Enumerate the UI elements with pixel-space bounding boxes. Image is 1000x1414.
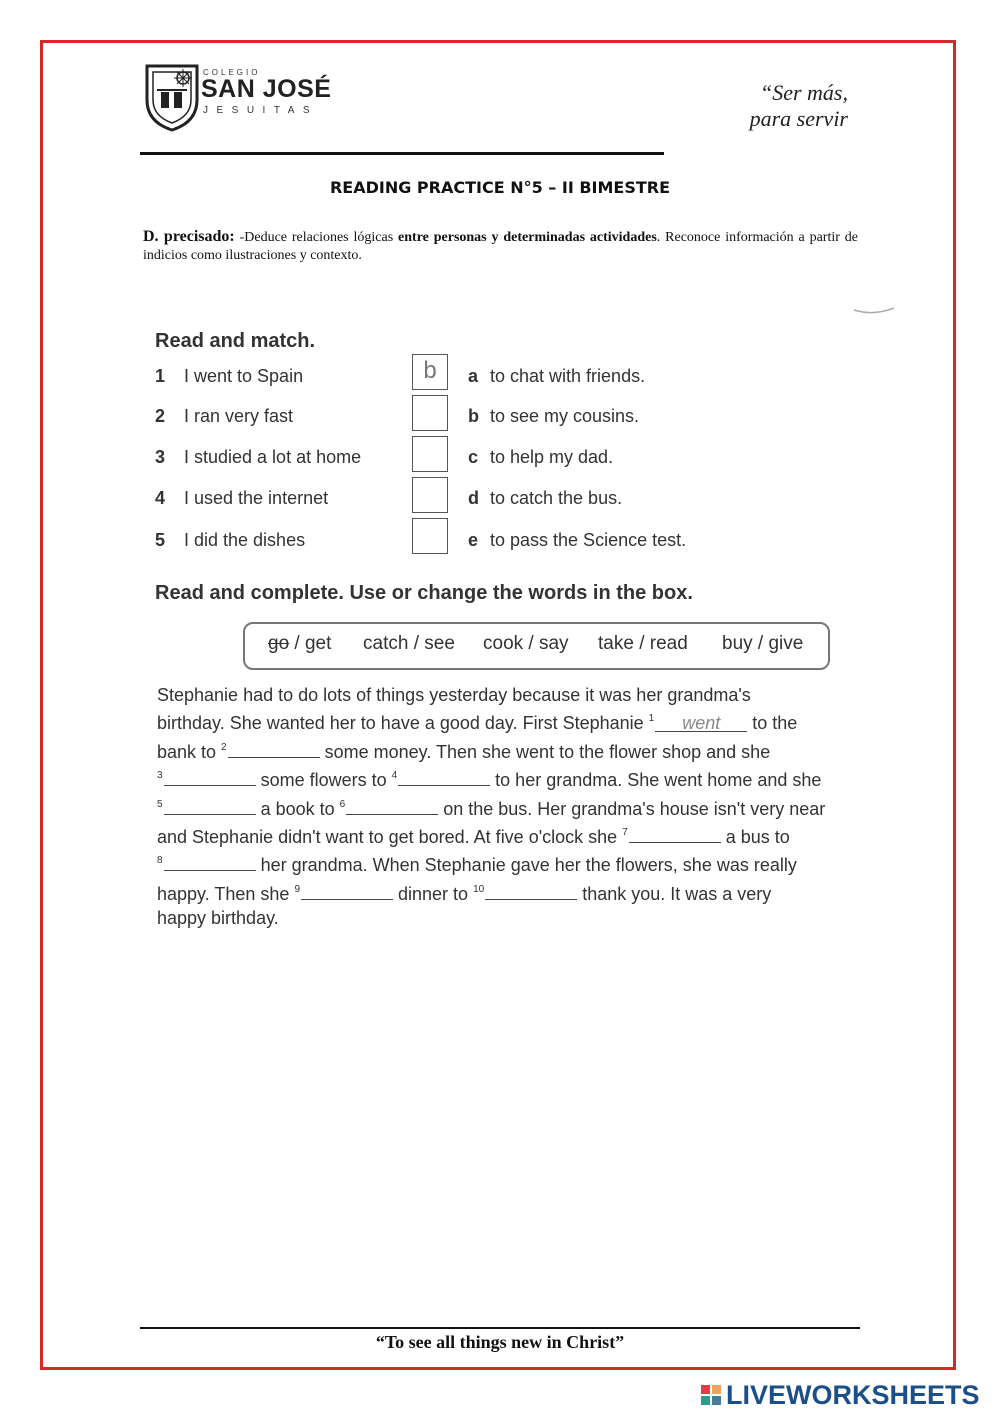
word-go-crossed: go bbox=[268, 633, 290, 654]
blank-number: 10 bbox=[473, 883, 485, 895]
item-sentence: I used the internet bbox=[184, 488, 329, 508]
blank-number: 4 bbox=[391, 770, 398, 782]
exercise2-heading: Read and complete. Use or change the words in the box. bbox=[155, 582, 693, 604]
item-number: 1 bbox=[155, 366, 166, 386]
blank-number: 8 bbox=[157, 855, 163, 867]
blank-number: 1 bbox=[648, 713, 655, 725]
description-part-2: . Reconoce información a partir de indicios como ilustraciones y contexto. bbox=[143, 230, 858, 263]
story-line bbox=[157, 821, 897, 849]
word-get: / get bbox=[289, 633, 332, 654]
option-text: to catch the bus. bbox=[490, 488, 623, 508]
option-letter: b bbox=[468, 406, 479, 426]
answer-box-5[interactable] bbox=[412, 518, 448, 554]
story-line bbox=[157, 683, 897, 707]
story-text: her grandma. When Stephanie gave her the flowers, she was really bbox=[255, 855, 797, 876]
item-number: 3 bbox=[155, 447, 166, 467]
story-text: happy. Then she bbox=[157, 883, 295, 904]
word-take-read: take / read bbox=[598, 633, 688, 654]
option-letter: c bbox=[468, 447, 479, 467]
blank-10[interactable] bbox=[485, 883, 577, 900]
answer-value: b bbox=[423, 357, 437, 384]
story-line bbox=[157, 736, 897, 764]
motto bbox=[750, 80, 848, 132]
shield-icon bbox=[143, 60, 201, 132]
answer-box-1[interactable] bbox=[412, 354, 448, 390]
blank-5[interactable] bbox=[164, 798, 256, 815]
page-title: READING PRACTICE N°5 – II BIMESTRE bbox=[329, 178, 671, 197]
story-text: a book to bbox=[255, 798, 340, 819]
story-paragraph bbox=[157, 683, 897, 931]
motto-line-1: “Ser más, bbox=[759, 80, 848, 105]
story-text: and Stephanie didn't want to get bored. At five o'clock she bbox=[157, 827, 623, 848]
blank-number: 5 bbox=[157, 798, 163, 810]
answer-box-4[interactable] bbox=[412, 477, 448, 513]
word-cook-say: cook / say bbox=[483, 633, 569, 654]
story-text: happy birthday. bbox=[157, 908, 279, 929]
description-bold: entre personas y determinadas actividades bbox=[398, 230, 657, 245]
liveworksheets-logo-icon bbox=[700, 1384, 722, 1406]
word-go-get bbox=[268, 633, 331, 655]
option-letter: d bbox=[468, 488, 479, 508]
blank-9[interactable] bbox=[301, 883, 393, 900]
blank-number: 6 bbox=[339, 798, 346, 810]
option-letter: a bbox=[468, 366, 479, 386]
blank-number: 3 bbox=[157, 770, 163, 782]
item-sentence: I did the dishes bbox=[184, 530, 306, 550]
story-text: some flowers to bbox=[255, 770, 392, 791]
option-letter: e bbox=[468, 530, 479, 550]
story-text: on the bus. Her grandma's house isn't very near bbox=[438, 798, 826, 819]
item-sentence: I studied a lot at home bbox=[184, 447, 362, 467]
option-text: to chat with friends. bbox=[490, 366, 646, 386]
option-text: to see my cousins. bbox=[490, 406, 640, 426]
blank-number: 9 bbox=[294, 883, 300, 895]
item-sentence: I ran very fast bbox=[184, 406, 294, 426]
description bbox=[143, 228, 858, 265]
word-catch-see: catch / see bbox=[363, 633, 455, 654]
decorative-arc bbox=[852, 300, 896, 316]
blank-3[interactable] bbox=[164, 769, 256, 786]
blank-1[interactable]: went bbox=[655, 715, 747, 732]
header-divider bbox=[140, 152, 664, 155]
story-text: bank to bbox=[157, 741, 222, 762]
option-text: to help my dad. bbox=[490, 447, 614, 467]
story-text: birthday. She wanted her to have a good day. First Stephanie bbox=[157, 713, 649, 734]
blank-8[interactable] bbox=[164, 854, 256, 871]
option-text: to pass the Science test. bbox=[490, 530, 687, 550]
footer-divider bbox=[140, 1327, 860, 1329]
story-text: dinner to bbox=[393, 883, 474, 904]
blank-7[interactable] bbox=[629, 826, 721, 843]
description-label: D. precisado: bbox=[143, 228, 235, 245]
blank-number: 2 bbox=[221, 741, 227, 753]
logo-text-top: COLEGIO bbox=[203, 68, 261, 77]
story-text: thank you. It was a very bbox=[577, 883, 772, 904]
word-buy-give: buy / give bbox=[722, 633, 804, 654]
story-text: some money. Then she went to the flower shop and she bbox=[319, 741, 771, 762]
description-part-1: -Deduce relaciones lógicas bbox=[234, 230, 399, 245]
story-line bbox=[157, 707, 897, 735]
story-line bbox=[157, 878, 897, 906]
motto-line-2: para servir bbox=[749, 106, 848, 131]
story-text: to the bbox=[747, 713, 798, 734]
answer-box-2[interactable] bbox=[412, 395, 448, 431]
item-number: 4 bbox=[155, 488, 166, 508]
blank-2[interactable] bbox=[228, 741, 320, 758]
story-text: Stephanie had to do lots of things yesterday because it was her grandma's bbox=[157, 685, 751, 705]
logo-text-main: SAN JOSÉ bbox=[201, 75, 332, 103]
blank-number: 7 bbox=[622, 827, 628, 839]
blank-4[interactable] bbox=[398, 769, 490, 786]
story-line bbox=[157, 906, 897, 930]
story-line bbox=[157, 793, 897, 821]
story-text: a bus to bbox=[720, 827, 790, 848]
blank-6[interactable] bbox=[346, 798, 438, 815]
exercise1-heading: Read and match. bbox=[155, 330, 316, 352]
story-line bbox=[157, 849, 897, 877]
story-text: to her grandma. She went home and she bbox=[490, 770, 822, 791]
logo-text-bottom: JESUITAS bbox=[203, 105, 319, 116]
footer-quote: “To see all things new in Christ” bbox=[375, 1332, 625, 1352]
item-number: 5 bbox=[155, 530, 166, 550]
item-sentence: I went to Spain bbox=[184, 366, 304, 386]
story-line bbox=[157, 764, 897, 792]
item-number: 2 bbox=[155, 406, 166, 426]
school-logo bbox=[143, 60, 343, 132]
answer-box-3[interactable] bbox=[412, 436, 448, 472]
brand-name: LIVEWORKSHEETS bbox=[726, 1380, 980, 1410]
